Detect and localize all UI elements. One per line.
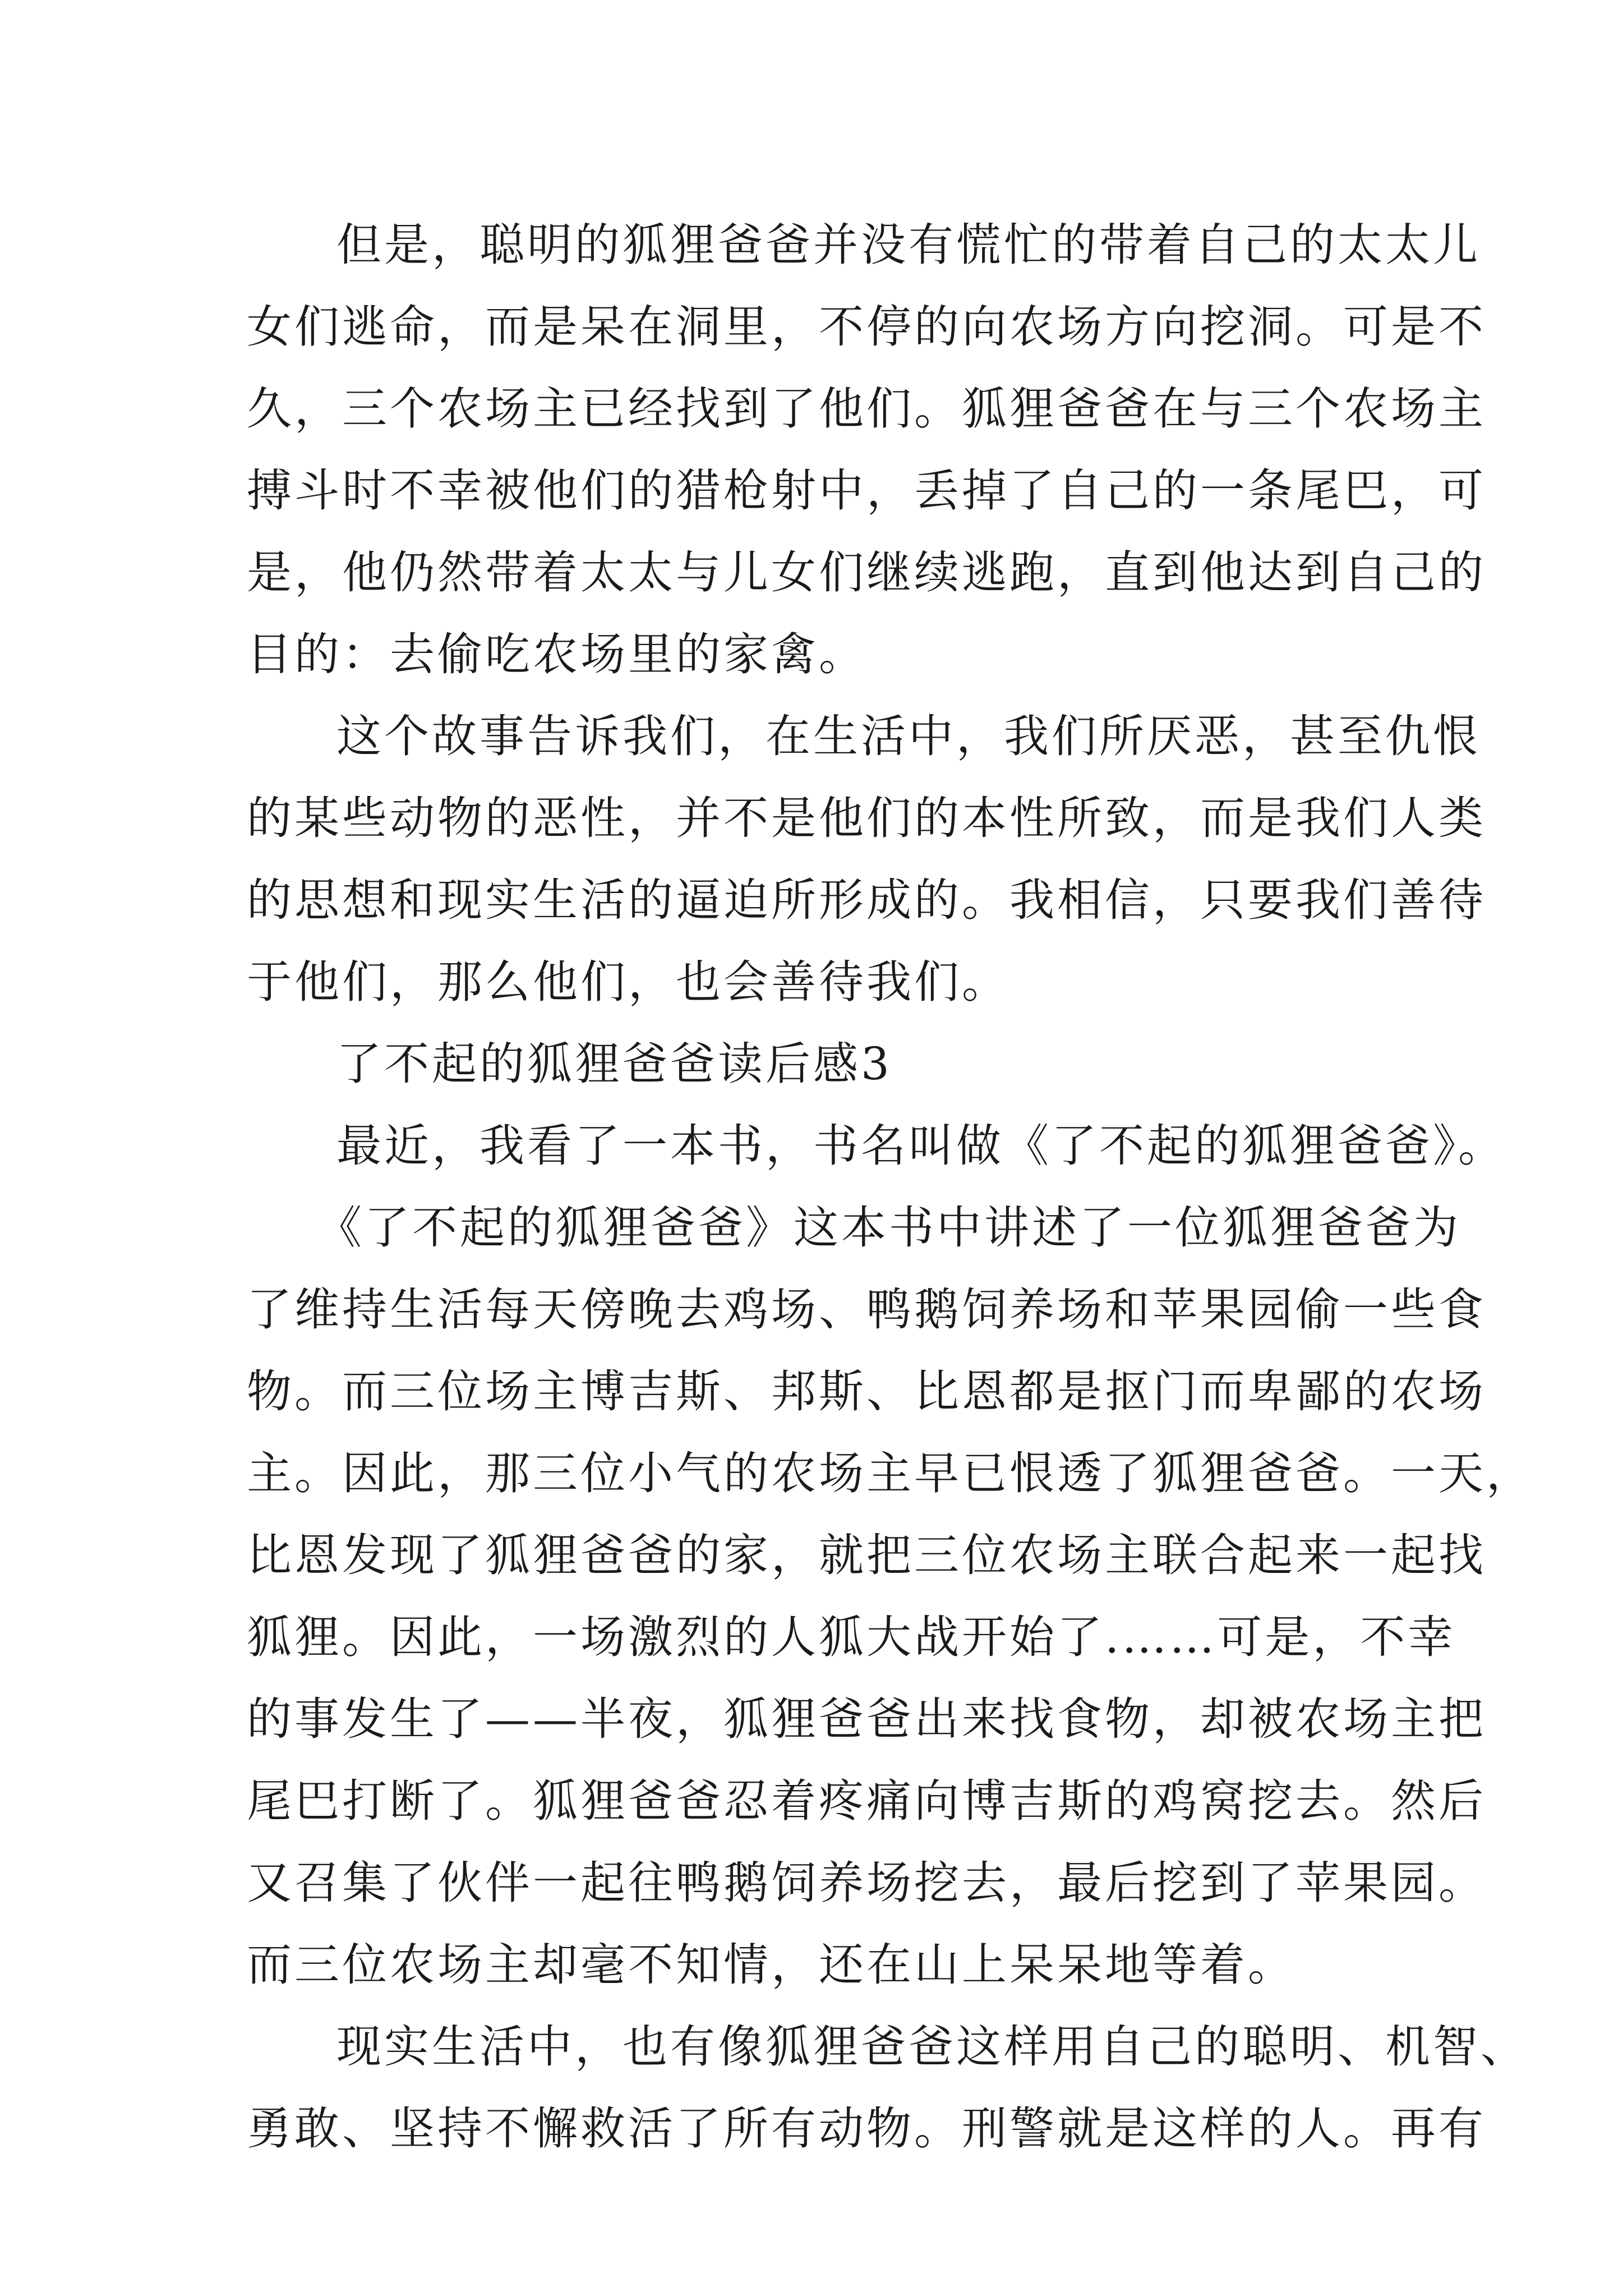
text-line: 主。因此，那三位小气的农场主早已恨透了狐狸爸爸。一天， [247,1447,1534,1499]
text-line: 久，三个农场主已经找到了他们。狐狸爸爸在与三个农场主 [247,383,1486,435]
text-line: 《了不起的狐狸爸爸》这本书中讲述了一位狐狸爸爸为 [317,1202,1461,1254]
text-line: 而三位农场主却毫不知情，还在山上呆呆地等着。 [247,1939,1295,1991]
section-heading: 了不起的狐狸爸爸读后感3 [336,1038,892,1090]
text-line: 尾巴打断了。狐狸爸爸忍着疼痛向博吉斯的鸡窝挖去。然后 [247,1775,1486,1827]
text-line: 搏斗时不幸被他们的猎枪射中，丢掉了自己的一条尾巴，可 [247,464,1486,517]
text-line: 的思想和现实生活的逼迫所形成的。我相信，只要我们善待 [247,874,1486,926]
text-line: 比恩发现了狐狸爸爸的家，就把三位农场主联合起来一起找 [247,1529,1486,1581]
text-line: 现实生活中，也有像狐狸爸爸这样用自己的聪明、机智、 [336,2021,1528,2073]
text-line: 了维持生活每天傍晚去鸡场、鸭鹅饲养场和苹果园偷一些食 [247,1283,1486,1336]
text-line: 但是，聪明的狐狸爸爸并没有慌忙的带着自己的太太儿 [336,219,1481,271]
text-line: 物。而三位场主博吉斯、邦斯、比恩都是抠门而卑鄙的农场 [247,1365,1486,1418]
text-line: 的事发生了——半夜，狐狸爸爸出来找食物，却被农场主把 [247,1693,1486,1745]
text-line: 于他们，那么他们，也会善待我们。 [247,956,1009,1008]
text-line: 的某些动物的恶性，并不是他们的本性所致，而是我们人类 [247,792,1486,844]
text-line: 女们逃命，而是呆在洞里，不停的向农场方向挖洞。可是不 [247,301,1486,353]
text-line: 勇敢、坚持不懈救活了所有动物。刑警就是这样的人。再有 [247,2102,1486,2155]
text-line: 是，他仍然带着太太与儿女们继续逃跑，直到他达到自己的 [247,546,1486,599]
text-line: 最近，我看了一本书，书名叫做《了不起的狐狸爸爸》。 [336,1120,1506,1172]
text-line: 狐狸。因此，一场激烈的人狐大战开始了.……可是，不幸 [247,1611,1456,1663]
text-line: 这个故事告诉我们，在生活中，我们所厌恶，甚至仇恨 [336,710,1481,762]
text-line: 又召集了伙伴一起往鸭鹅饲养场挖去，最后挖到了苹果园。 [247,1857,1486,1909]
text-line: 目的：去偷吃农场里的家禽。 [247,628,866,680]
